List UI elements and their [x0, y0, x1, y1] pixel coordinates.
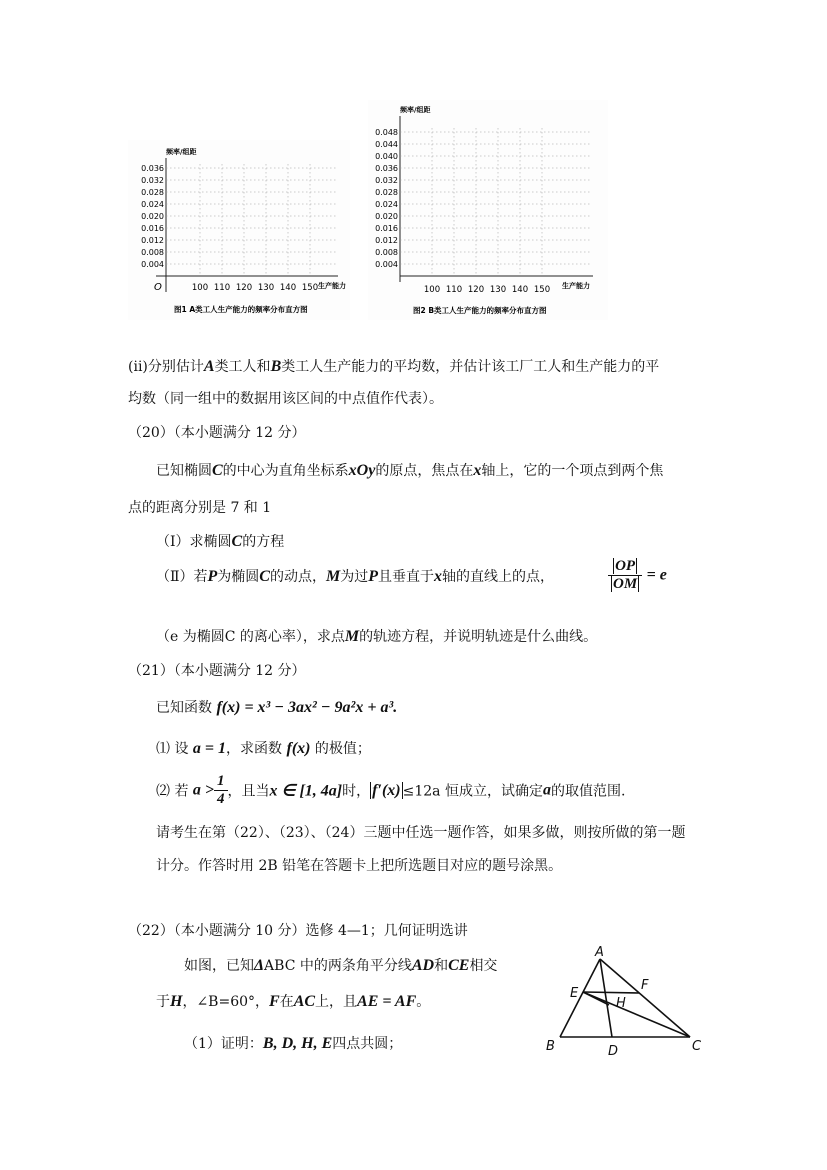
q20-line2: 点的距离分别是 7 和 1 [128, 500, 272, 516]
fig1-origin: O [154, 282, 162, 293]
fig2-xtick: 110 [445, 285, 463, 295]
fig1-ytick: 0.004 [141, 260, 164, 269]
fig1-xtick: 110 [213, 283, 231, 293]
figure-2-histogram-b [368, 100, 608, 320]
q21-line1: 已知函数 f(x) = x³ − 3ax² − 9a²x + a³. [156, 699, 398, 716]
label-h: H [616, 996, 626, 1011]
fig1-ytick: 0.028 [141, 188, 164, 197]
fig1-ytick: 0.032 [141, 176, 164, 185]
fig2-ytick: 0.044 [375, 140, 398, 149]
fig1-xtick: 120 [235, 283, 253, 293]
fig2-xtick: 100 [423, 285, 441, 295]
fig1-ytick: 0.012 [141, 236, 164, 245]
triangle-diagram [540, 945, 710, 1060]
fig2-xtick: 150 [533, 285, 551, 295]
figure-1-histogram-a [128, 140, 350, 320]
fig2-xtick: 140 [511, 285, 529, 295]
q20-header: （20）（本小题满分 12 分） [128, 425, 306, 441]
q21-header: （21）（本小题满分 12 分） [128, 663, 306, 679]
fig2-ytick: 0.016 [375, 224, 398, 233]
label-f: F [641, 978, 649, 993]
fig2-ytick: 0.020 [375, 212, 398, 221]
segment-ce [583, 992, 690, 1037]
fig2-caption: 图2 B类工人生产能力的频率分布直方图 [413, 306, 547, 315]
fig2-xtick: 130 [489, 285, 507, 295]
fig2-ytick: 0.028 [375, 188, 398, 197]
fig2-ytick: 0.040 [375, 152, 398, 161]
fig2-xtick: 120 [467, 285, 485, 295]
fig1-xlabel: 生产能力 [318, 282, 346, 290]
fig2-ytick: 0.024 [375, 200, 398, 209]
fig1-caption: 图1 A类工人生产能力的频率分布直方图 [174, 305, 308, 314]
fig1-ytick: 0.036 [141, 164, 164, 173]
segment-ad [600, 959, 612, 1037]
label-e: E [570, 986, 579, 1001]
label-b: B [546, 1039, 555, 1054]
fig1-ytick: 0.024 [141, 200, 164, 209]
q20-part-i: （Ⅰ）求椭圆C的方程 [156, 533, 285, 550]
fig1-xtick: 100 [191, 283, 209, 293]
note-line2: 计分。作答时用 2B 铅笔在答题卡上把所选题目对应的题号涂黑。 [156, 858, 563, 874]
segment-ef [583, 992, 639, 993]
q19-ii-line2: 均数（同一组中的数据用该区间的中点值作代表）。 [128, 391, 443, 407]
q20-line1: 已知椭圆C的中心为直角坐标系xOy的原点，焦点在x轴上，它的一个项点到两个焦 [156, 462, 664, 479]
label-c: C [692, 1039, 702, 1054]
fig1-ylabel: 频率/组距 [166, 148, 197, 156]
q21-part-1: ⑴ 设 a = 1，求函数 f(x) 的极值； [156, 740, 371, 757]
fig2-ytick: 0.004 [375, 260, 398, 269]
fig1-ytick: 0.008 [141, 248, 164, 257]
fig2-ylabel: 频率/组距 [400, 106, 431, 114]
fig1-ytick: 0.020 [141, 212, 164, 221]
fig2-ytick: 0.008 [375, 248, 398, 257]
q19-ii-line1: (ii)分别估计A类工人和B类工人生产能力的平均数，并估计该工厂工人和生产能力的平 [128, 358, 660, 375]
note-line1: 请考生在第（22）、（23）、（24）三题中任选一题作答，如果多做，则按所做的第一题 [156, 825, 686, 841]
fig1-ytick: 0.016 [141, 224, 164, 233]
fig2-ytick: 0.036 [375, 164, 398, 173]
fig2-ytick: 0.048 [375, 128, 398, 137]
fig1-xtick: 140 [279, 283, 297, 293]
q22-line2: 于H，∠B=60°，F在AC上，且AE = AF。 [156, 993, 431, 1010]
q20-part-ii: （Ⅱ）若P为椭圆C的动点，M为过P且垂直于x轴的直线上的点， [156, 568, 554, 585]
fig1-xtick: 150 [301, 283, 319, 293]
fig2-ytick: 0.032 [375, 176, 398, 185]
q21-part-2: ⑵ 若 a > $\frac{1}{4}$ ，且当x ∈ [1, 4a]时， f′(x) ≤12a 恒成立，试确定a的取值范围. [156, 773, 626, 807]
q22-part-1: （1）证明：B, D, H, E四点共圆； [184, 1035, 403, 1052]
q20-part-ii-line2: （e 为椭圆C 的离心率），求点M的轨迹方程，并说明轨迹是什么曲线。 [156, 628, 598, 645]
fig2-xlabel: 生产能力 [562, 282, 590, 290]
q22-line1: 如图，已知ΔABC 中的两条角平分线AD和CE相交 [184, 957, 498, 974]
label-d: D [608, 1044, 619, 1059]
label-a: A [595, 945, 604, 960]
segment-ac [600, 959, 690, 1037]
q22-header: （22）（本小题满分 10 分）选修 4—1；几何证明选讲 [128, 923, 468, 939]
fig2-ytick: 0.012 [375, 236, 398, 245]
q20-fraction: $\frac{OP}{OM}$ = e [608, 558, 667, 593]
fig1-xtick: 130 [257, 283, 275, 293]
